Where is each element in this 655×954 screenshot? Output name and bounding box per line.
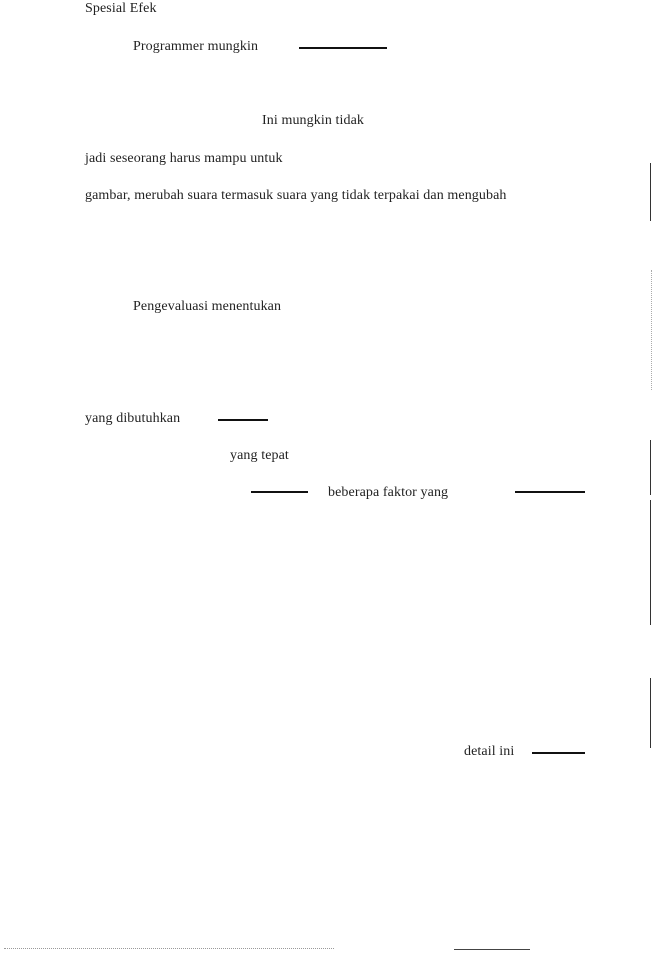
text-line-gambar: gambar, merubah suara termasuk suara yang tidak terpakai dan mengubah <box>85 188 507 203</box>
fill-in-blank <box>532 752 585 754</box>
text-line-pengevaluasi: Pengevaluasi menentukan <box>133 299 282 314</box>
scan-edge-dots <box>651 270 652 390</box>
text-line-ini-mungkin: Ini mungkin tidak <box>262 113 365 128</box>
text-line-jadi-seseorang: jadi seseorang harus mampu untuk <box>85 151 283 166</box>
scan-footer-noise <box>4 948 334 949</box>
text-line-programmer: Programmer mungkin <box>133 39 259 54</box>
text-line-detail-ini: detail ini <box>464 744 515 759</box>
scan-edge-mark <box>650 440 651 495</box>
text-line-yang-dibutuhkan: yang dibutuhkan <box>85 411 181 426</box>
text-line-beberapa-faktor: beberapa faktor yang <box>328 485 449 500</box>
fill-in-blank <box>251 491 308 493</box>
scan-edge-mark <box>650 163 651 221</box>
fill-in-blank <box>515 491 585 493</box>
scan-edge-mark <box>650 678 651 748</box>
footer-rule <box>454 949 530 950</box>
page-title: Spesial Efek <box>85 1 157 16</box>
fill-in-blank <box>299 47 387 49</box>
fill-in-blank <box>218 419 268 421</box>
scan-edge-mark <box>650 500 651 625</box>
text-line-yang-tepat: yang tepat <box>230 448 289 463</box>
